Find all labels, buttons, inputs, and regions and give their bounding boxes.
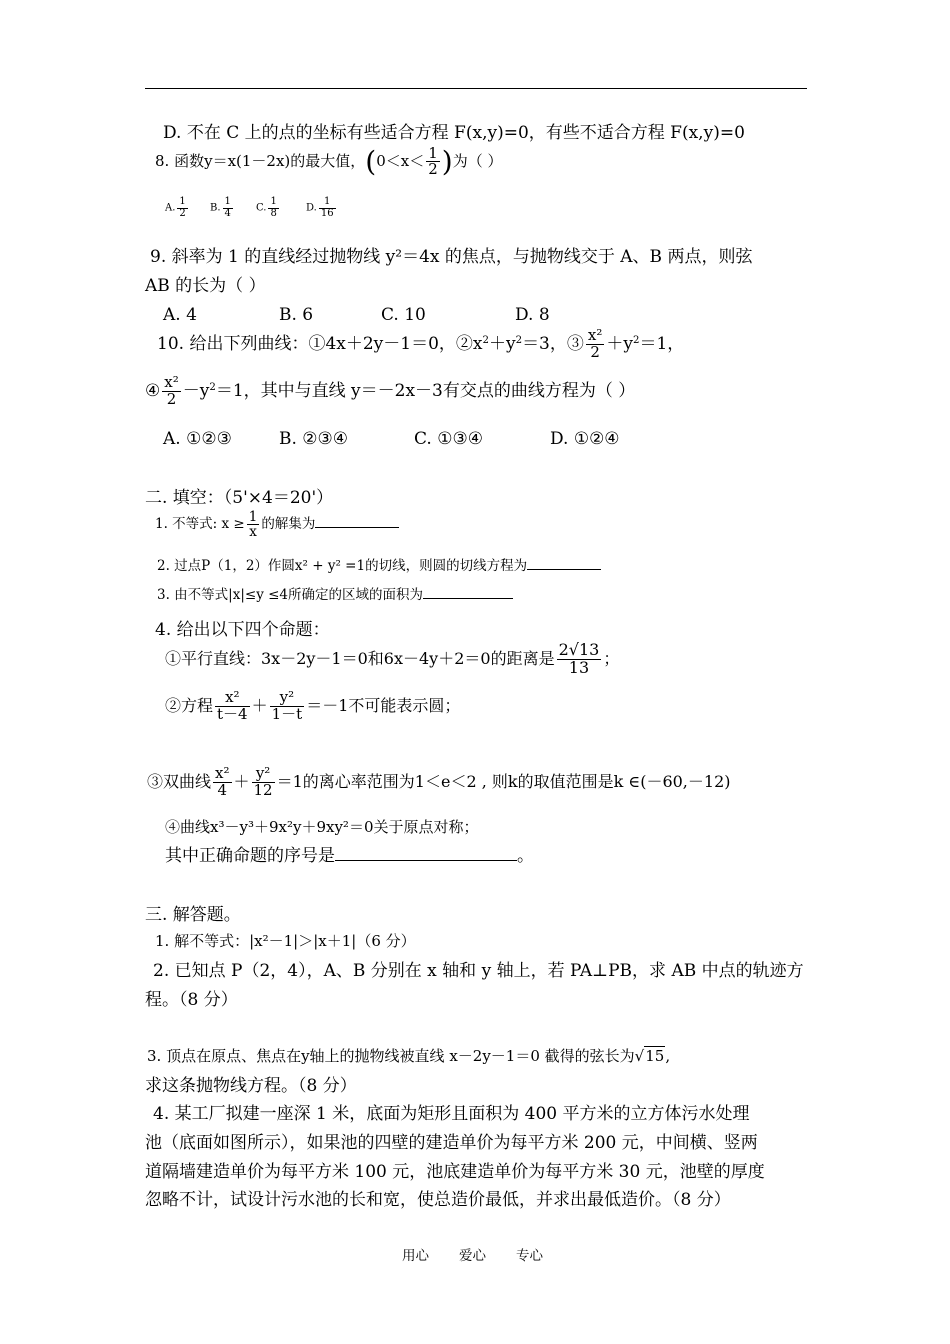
solve-4-line-1: 4. 某工厂拟建一座深 1 米，底面为矩形且面积为 400 平方米的立方体污水处理 bbox=[153, 1104, 750, 1124]
fill-4-title: 4. 给出以下四个命题： bbox=[155, 620, 330, 640]
question-10-line-2: ④ $\frac{\text{x²}}{2}$ $-y^2=1$，其中与直线 y＝－2x－3有交点的曲线方程为（ ） bbox=[145, 373, 636, 408]
q9-option-a: A. 4 bbox=[163, 305, 197, 325]
solve-2-line-1: 2. 已知点 P（2，4），A、B 分别在 x 轴和 y 轴上，若 PA⊥PB，求 AB 中点的轨迹方 bbox=[153, 961, 804, 981]
q8-option-a: A. $\frac{1}{2}$ bbox=[165, 196, 186, 219]
question-10-line-1: 10. 给出下列曲线：①4x＋2y－1＝0，$②x^2+y^2=3$，③ $\frac{\text{x²}}{2}$ $+y^2=1$， bbox=[157, 326, 685, 361]
q8-option-d: D. $\frac{1}{16}$ bbox=[306, 196, 334, 219]
page-footer bbox=[402, 1248, 573, 1264]
header-rule bbox=[145, 88, 807, 89]
q8-option-c: C. $\frac{1}{8}$ bbox=[256, 196, 277, 219]
solve-4-line-3: 道隔墙建造单价为每平方米 100 元，池底建造单价为每平方米 30 元，池壁的厚度 bbox=[145, 1162, 765, 1182]
section-2-title: 二. 填空：（5'×4＝20'） bbox=[145, 488, 334, 508]
q9-option-d: D. 8 bbox=[515, 305, 550, 325]
answer-blank bbox=[315, 527, 399, 528]
q10-option-d: D. ①②④ bbox=[550, 429, 620, 449]
fraction-x2-over-2: $\frac{\text{x²}}{2}$ bbox=[587, 326, 603, 361]
q9-options bbox=[163, 305, 550, 325]
solve-4-line-4: 忽略不计，试设计污水池的长和宽，使总造价最低，并求出最低造价。（8 分） bbox=[145, 1190, 731, 1210]
q7-option-d: D. 不在 C 上的点的坐标有些适合方程 F(x,y)=0，有些不适合方程 F(x,y)=0 bbox=[163, 123, 745, 143]
q8-option-b: B. $\frac{1}{4}$ bbox=[210, 196, 231, 219]
proposition-4: ④曲线x³－y³＋9x²y＋9xy²＝0关于原点对称； bbox=[165, 818, 479, 836]
solve-1: 1. 解不等式：|x²－1|＞|x＋1|（6 分） bbox=[155, 932, 416, 950]
solve-4-line-2: 池（底面如图所示），如果池的四壁的建造单价为每平方米 200 元，中间横、竖两 bbox=[145, 1133, 758, 1153]
q8-options bbox=[165, 197, 356, 219]
fraction-x2-over-2: $\frac{\text{x²}}{2}$ bbox=[164, 373, 179, 408]
footer-text: 专心 bbox=[516, 1248, 543, 1264]
footer-text: 爱心 bbox=[459, 1248, 486, 1264]
q10-options bbox=[163, 429, 620, 449]
question-9-line-1: 9. 斜率为 1 的直线经过抛物线 y²＝4x 的焦点，与抛物线交于 A、B 两点，则弦 bbox=[150, 247, 753, 267]
question-9-line-2: AB 的长为（ ） bbox=[145, 276, 266, 296]
solve-3-line-1: 3. 顶点在原点、焦点在y轴上的抛物线被直线 x－2y－1＝0 截得的弦长为√15, bbox=[147, 1047, 671, 1065]
fraction-half: $\frac{1}{2}$ bbox=[428, 143, 438, 179]
section-3-title: 三. 解答题。 bbox=[145, 905, 241, 925]
proposition-2: ②方程 $\frac{\text{x²}}{t-4}$ ＋ $\frac{\text{y²}}{1-t}$ ＝－1不可能表示圆； bbox=[165, 688, 461, 723]
solve-3-line-2: 求这条抛物线方程。（8 分） bbox=[145, 1076, 357, 1096]
fill-2: 2. 过点P（1，2）作圆x² + y² =1的切线，则圆的切线方程为 bbox=[157, 558, 601, 574]
question-8: 8. 函数y＝x(1－2x)的最大值，(0＜x＜ $\frac{1}{2}$ )为（ ） bbox=[155, 143, 503, 179]
answer-blank bbox=[527, 569, 601, 570]
answer-blank bbox=[423, 598, 513, 599]
proposition-3: ③双曲线 $\frac{\text{x²}}{4}$ ＋ $\frac{\text{y²}}{12}$ ＝1的离心率范围为1＜e＜2 , 则k的取值范围是k ∈(－60,－12) bbox=[147, 764, 731, 799]
q10-option-c: C. ①③④ bbox=[414, 429, 483, 449]
proposition-answer: 其中正确命题的序号是 。 bbox=[165, 846, 534, 866]
fill-1: 1. 不等式: x ≥ $\frac{1}{x}$ 的解集为 bbox=[155, 510, 399, 539]
answer-blank bbox=[335, 860, 517, 861]
footer-text: 用心 bbox=[402, 1248, 429, 1264]
proposition-1: ①平行直线：3x－2y－1＝0和6x－4y＋2＝0的距离是 $\frac{2√13}{13}$ ； bbox=[165, 640, 620, 677]
solve-2-line-2: 程。（8 分） bbox=[145, 990, 238, 1010]
fill-3: 3. 由不等式|x|≤y ≤4所确定的区域的面积为 bbox=[157, 587, 513, 603]
q10-option-b: B. ②③④ bbox=[279, 429, 349, 449]
q9-option-c: C. 10 bbox=[381, 305, 426, 325]
q9-option-b: B. 6 bbox=[279, 305, 314, 325]
q10-option-a: A. ①②③ bbox=[163, 429, 232, 449]
